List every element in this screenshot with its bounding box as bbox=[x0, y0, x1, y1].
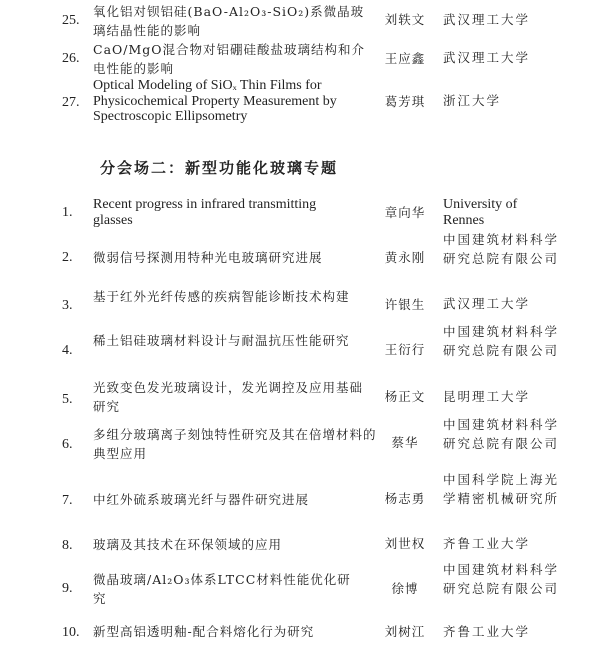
item-number: 8. bbox=[62, 538, 73, 553]
item-org: 齐鲁工业大学 bbox=[443, 624, 531, 639]
item-number: 7. bbox=[62, 493, 73, 508]
item-number: 27. bbox=[62, 95, 80, 110]
item-author: 刘树江 bbox=[384, 624, 426, 639]
item-number: 3. bbox=[62, 298, 73, 313]
item-org: 武汉理工大学 bbox=[443, 50, 531, 65]
item-org: 中国建筑材料科学研究总院有限公司 bbox=[443, 562, 560, 596]
item-org: University of Rennes bbox=[443, 197, 518, 228]
item-author: 刘轶文 bbox=[384, 12, 426, 27]
item-org: 中国建筑材料科学研究总院有限公司 bbox=[443, 232, 560, 266]
item-author: 杨正文 bbox=[384, 389, 426, 404]
item-org: 武汉理工大学 bbox=[443, 296, 531, 311]
item-author: 许银生 bbox=[384, 297, 426, 312]
item-title: 微弱信号探测用特种光电玻璃研究进展 bbox=[93, 250, 323, 265]
item-number: 25. bbox=[62, 13, 80, 28]
item-title: 中红外硫系玻璃光纤与器件研究进展 bbox=[93, 492, 310, 507]
section-heading: 分会场二：新型功能化玻璃专题 bbox=[100, 159, 339, 177]
item-title: 基于红外光纤传感的疾病智能诊断技术构建 bbox=[93, 289, 350, 304]
item-title: 玻璃及其技术在环保领域的应用 bbox=[93, 537, 283, 552]
item-title: 稀土铝硅玻璃材料设计与耐温抗压性能研究 bbox=[93, 333, 350, 348]
item-number: 5. bbox=[62, 392, 73, 407]
item-title: CaO/MgO混合物对铝硼硅酸盐玻璃结构和介电性能的影响 bbox=[93, 42, 366, 76]
item-title: 新型高铝透明釉-配合料熔化行为研究 bbox=[93, 624, 315, 639]
item-title: 氧化铝对钡铝硅(BaO-Al₂O₃-SiO₂)系微晶玻璃结晶性能的影响 bbox=[93, 4, 365, 38]
item-number: 26. bbox=[62, 51, 80, 66]
item-org: 齐鲁工业大学 bbox=[443, 536, 531, 551]
item-number: 4. bbox=[62, 343, 73, 358]
item-title: 微晶玻璃/Al₂O₃体系LTCC材料性能优化研究 bbox=[93, 572, 351, 606]
item-author: 王衍行 bbox=[384, 342, 426, 357]
item-number: 9. bbox=[62, 581, 73, 596]
item-org: 武汉理工大学 bbox=[443, 12, 531, 27]
item-org: 中国建筑材料科学研究总院有限公司 bbox=[443, 324, 560, 358]
item-org: 浙江大学 bbox=[443, 93, 502, 108]
item-author: 徐博 bbox=[391, 581, 419, 596]
item-number: 1. bbox=[62, 205, 73, 220]
item-author: 章向华 bbox=[384, 205, 426, 220]
item-author: 葛芳琪 bbox=[384, 94, 426, 109]
item-author: 蔡华 bbox=[391, 435, 419, 450]
item-title: Recent progress in infrared transmitting glasses bbox=[93, 197, 317, 228]
item-author: 杨志勇 bbox=[384, 491, 426, 506]
item-title: 光致变色发光玻璃设计，发光调控及应用基础研究 bbox=[93, 380, 364, 414]
item-title: 多组分玻璃离子刻蚀特性研究及其在倍增材料的典型应用 bbox=[93, 427, 377, 461]
item-number: 6. bbox=[62, 437, 73, 452]
item-number: 10. bbox=[62, 625, 80, 640]
item-author: 黄永刚 bbox=[384, 250, 426, 265]
item-title: Optical Modeling of SiOₓ Thin Films for Physicochemical Property Measurement by Spectroscopic Ellipsometry bbox=[93, 78, 337, 124]
item-author: 刘世权 bbox=[384, 536, 426, 551]
item-org: 中国科学院上海光学精密机械研究所 bbox=[443, 472, 560, 506]
item-author: 王应鑫 bbox=[384, 51, 426, 66]
item-org: 中国建筑材料科学研究总院有限公司 bbox=[443, 417, 560, 451]
item-number: 2. bbox=[62, 250, 73, 265]
item-org: 昆明理工大学 bbox=[443, 389, 531, 404]
